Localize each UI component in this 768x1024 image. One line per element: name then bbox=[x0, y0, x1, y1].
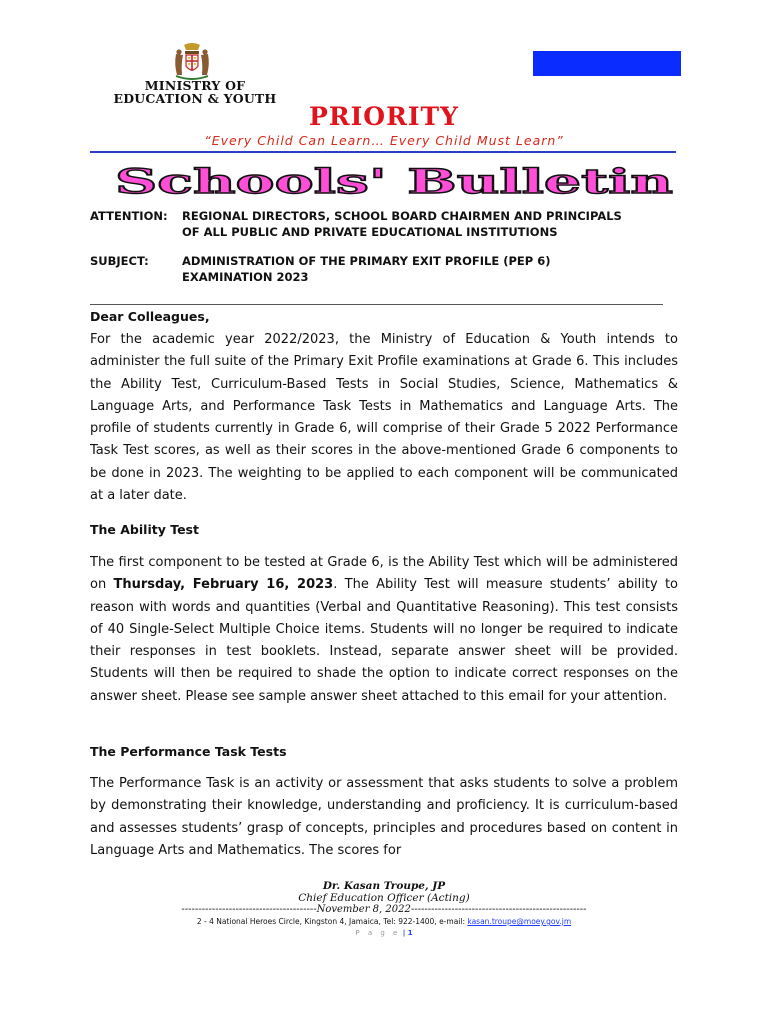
priority-heading: PRIORITY bbox=[309, 102, 459, 131]
page-number bbox=[0, 929, 768, 937]
page-label: P a g e bbox=[355, 929, 401, 937]
attention-label: ATTENTION: bbox=[90, 209, 168, 223]
dash-rule-right: ---------------------------------------------------- bbox=[410, 904, 587, 915]
performance-task-paragraph: The Performance Task is an activity or assessment that asks students to solve a problem by demonstrating their knowledge, understanding and proficiency. It is curriculum-based and assesses students’ grasp of concepts, principles and procedures based on content in Language Arts and Mathematics. The scores for bbox=[90, 776, 678, 858]
schools-bulletin-title bbox=[0, 158, 768, 202]
attention-recipients bbox=[182, 208, 682, 240]
subject-line: EXAMINATION 2023 bbox=[182, 270, 309, 284]
signatory-name: Dr. Kasan Troupe, JP bbox=[322, 880, 446, 892]
ability-test-date: Thursday, February 16, 2023 bbox=[113, 577, 334, 593]
ability-test-heading: The Ability Test bbox=[90, 522, 199, 537]
footer-date-line bbox=[0, 904, 768, 915]
ability-text-end: . The Ability Test will measure students’ ability to reason with words and quantities (Verbal and Quantitative Reasoning). This test consists of 40 Single-Select Multiple Choice items. Students will no longer be required to indicate their responses in test booklets. Instead, separate answer sheet will be provided. Students will then be required to shade the option to indicate correct responses on the answer sheet. Please see sample answer sheet attached to this email for your attention. bbox=[90, 577, 678, 704]
ability-text-start: The first component to be tested at Grade 6, is the Ability Test which will be administered on bbox=[90, 555, 678, 593]
footer-address bbox=[0, 917, 768, 926]
subject-text bbox=[182, 253, 682, 285]
ministry-name-line1: MINISTRY OF bbox=[144, 78, 246, 93]
attention-line: REGIONAL DIRECTORS, SCHOOL BOARD CHAIRMEN AND PRINCIPALS bbox=[182, 209, 622, 223]
subject-line: ADMINISTRATION OF THE PRIMARY EXIT PROFILE (PEP 6) bbox=[182, 254, 551, 268]
email-link[interactable]: kasan.troupe@moey.gov.jm bbox=[467, 917, 572, 926]
salutation: Dear Colleagues, bbox=[90, 309, 210, 324]
ministry-name-line2: EDUCATION & YOUTH bbox=[113, 91, 277, 106]
subject-label: SUBJECT: bbox=[90, 254, 149, 268]
address-text: 2 - 4 National Heroes Circle, Kingston 4, Jamaica, Tel: 922-1400, e-mail: bbox=[196, 917, 468, 926]
dash-rule-left: ---------------------------------------- bbox=[181, 904, 317, 915]
schools-bulletin-text: Schools' Bulletin bbox=[115, 162, 673, 202]
intro-paragraph: For the academic year 2022/2023, the Ministry of Education & Youth intends to administer the full suite of the Primary Exit Profile examinations at Grade 6. This includes the Ability Test, Curriculum-Based Tests in Social Studies, Science, Mathematics & Language Arts, and Performance Task Tests in Mathematics and Language Arts. The profile of students currently in Grade 6, will comprise of their Grade 5 2022 Performance Task Test scores, as well as their scores in the above-mentioned Grade 6 components to be done in 2023. The weighting to be applied to each component will be communicated at a later date. bbox=[90, 332, 678, 504]
page-separator: | bbox=[400, 929, 408, 937]
bulletin-date: November 8, 2022 bbox=[316, 904, 411, 915]
blue-banner-box bbox=[533, 51, 681, 76]
motto: “Every Child Can Learn… Every Child Must Learn” bbox=[204, 133, 564, 148]
coat-of-arms-icon bbox=[170, 42, 214, 82]
ability-test-paragraph bbox=[90, 552, 678, 708]
divider-line bbox=[90, 304, 663, 305]
page-number-value: 1 bbox=[407, 929, 413, 937]
performance-task-heading: The Performance Task Tests bbox=[90, 744, 287, 759]
attention-line: OF ALL PUBLIC AND PRIVATE EDUCATIONAL INSTITUTIONS bbox=[182, 225, 558, 239]
signatory-title: Chief Education Officer (Acting) bbox=[298, 892, 470, 904]
divider-blue bbox=[90, 151, 676, 153]
